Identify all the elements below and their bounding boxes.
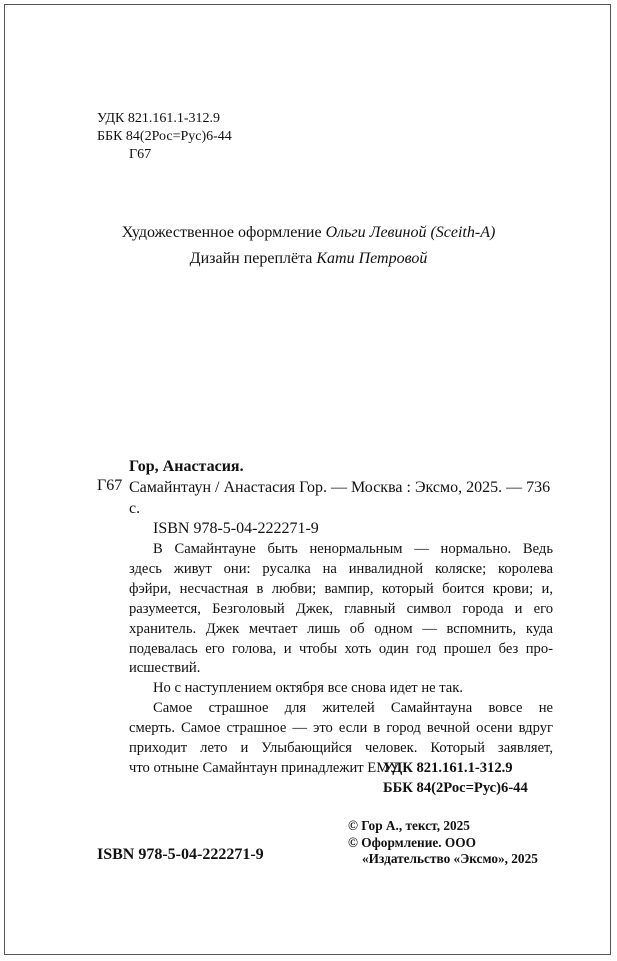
udk-code: УДК 821.161.1-312.9 — [97, 111, 221, 126]
footer-udk: УДК 821.161.1-312.9 — [383, 760, 513, 776]
copyright-author: © Гор А., текст, 2025 — [348, 818, 470, 833]
annotation-line: В Самайнтауне быть ненормальным — нормально. Ведь — [153, 541, 553, 557]
cover-credit-line — [0, 246, 617, 272]
design-credits — [0, 220, 617, 272]
record-isbn: ISBN 978-5-04-222271-9 — [153, 520, 319, 537]
art-credit-name: Ольги Левиной (Sceith-A) — [325, 224, 496, 241]
art-credit-prefix: Художественное оформление — [121, 224, 322, 241]
annotation-line: подевалась его голова, и чтобы хоть один год прошел без про- — [129, 640, 553, 657]
author-mark: Г67 — [129, 147, 152, 162]
annotation-line: Самое страшное для жителей Самайнтауна вовсе не — [153, 700, 553, 717]
annotation-line: Но с наступлением октября все снова идет не так. — [153, 680, 464, 697]
footer-bbk: ББК 84(2Рос=Рус)6-44 — [383, 780, 528, 796]
annotation-line: разумеется, Безголовый Джек, главный символ города и его — [129, 600, 553, 617]
annotation — [129, 540, 553, 779]
annotation-line: приходит лето и Улыбающийся человек. Который заявляет, — [129, 740, 553, 757]
copyright-block — [348, 818, 538, 868]
annotation-line: фэйри, несчастная в любви; вампир, который боится крови; и, — [129, 580, 553, 597]
classification-block — [97, 110, 232, 164]
record-author: Гор, Анастасия. — [129, 458, 244, 475]
cover-credit-prefix: Дизайн переплёта — [189, 250, 313, 267]
annotation-line: здесь живут они: русалка на инвалидной коляске; королева — [129, 560, 553, 577]
art-credit-line — [0, 220, 617, 246]
record-author-mark: Г67 — [97, 477, 123, 494]
annotation-line: исшествий. — [129, 660, 201, 677]
annotation-line: смерть. Самое страшное — это если в город вечной осени вдруг — [129, 720, 553, 737]
record-bibliographic: Самайнтаун / Анастасия Гор. — Москва : Эксмо, 2025. — 736 с. — [129, 479, 551, 517]
annotation-line: что отныне Самайнтаун принадлежит ЕМУ. — [129, 759, 401, 776]
footer-isbn: ISBN 978-5-04-222271-9 — [97, 846, 264, 863]
bbk-code: ББК 84(2Рос=Рус)6-44 — [97, 129, 232, 144]
copyright-design: © Оформление. ООО — [348, 834, 476, 850]
cover-credit-name: Кати Петровой — [316, 250, 428, 267]
annotation-line: хранитель. Джек мечтает лишь об одном — вспомнить, куда — [129, 620, 553, 637]
copyright-publisher: «Издательство «Эксмо», 2025 — [362, 851, 538, 866]
footer-classification — [383, 758, 528, 798]
